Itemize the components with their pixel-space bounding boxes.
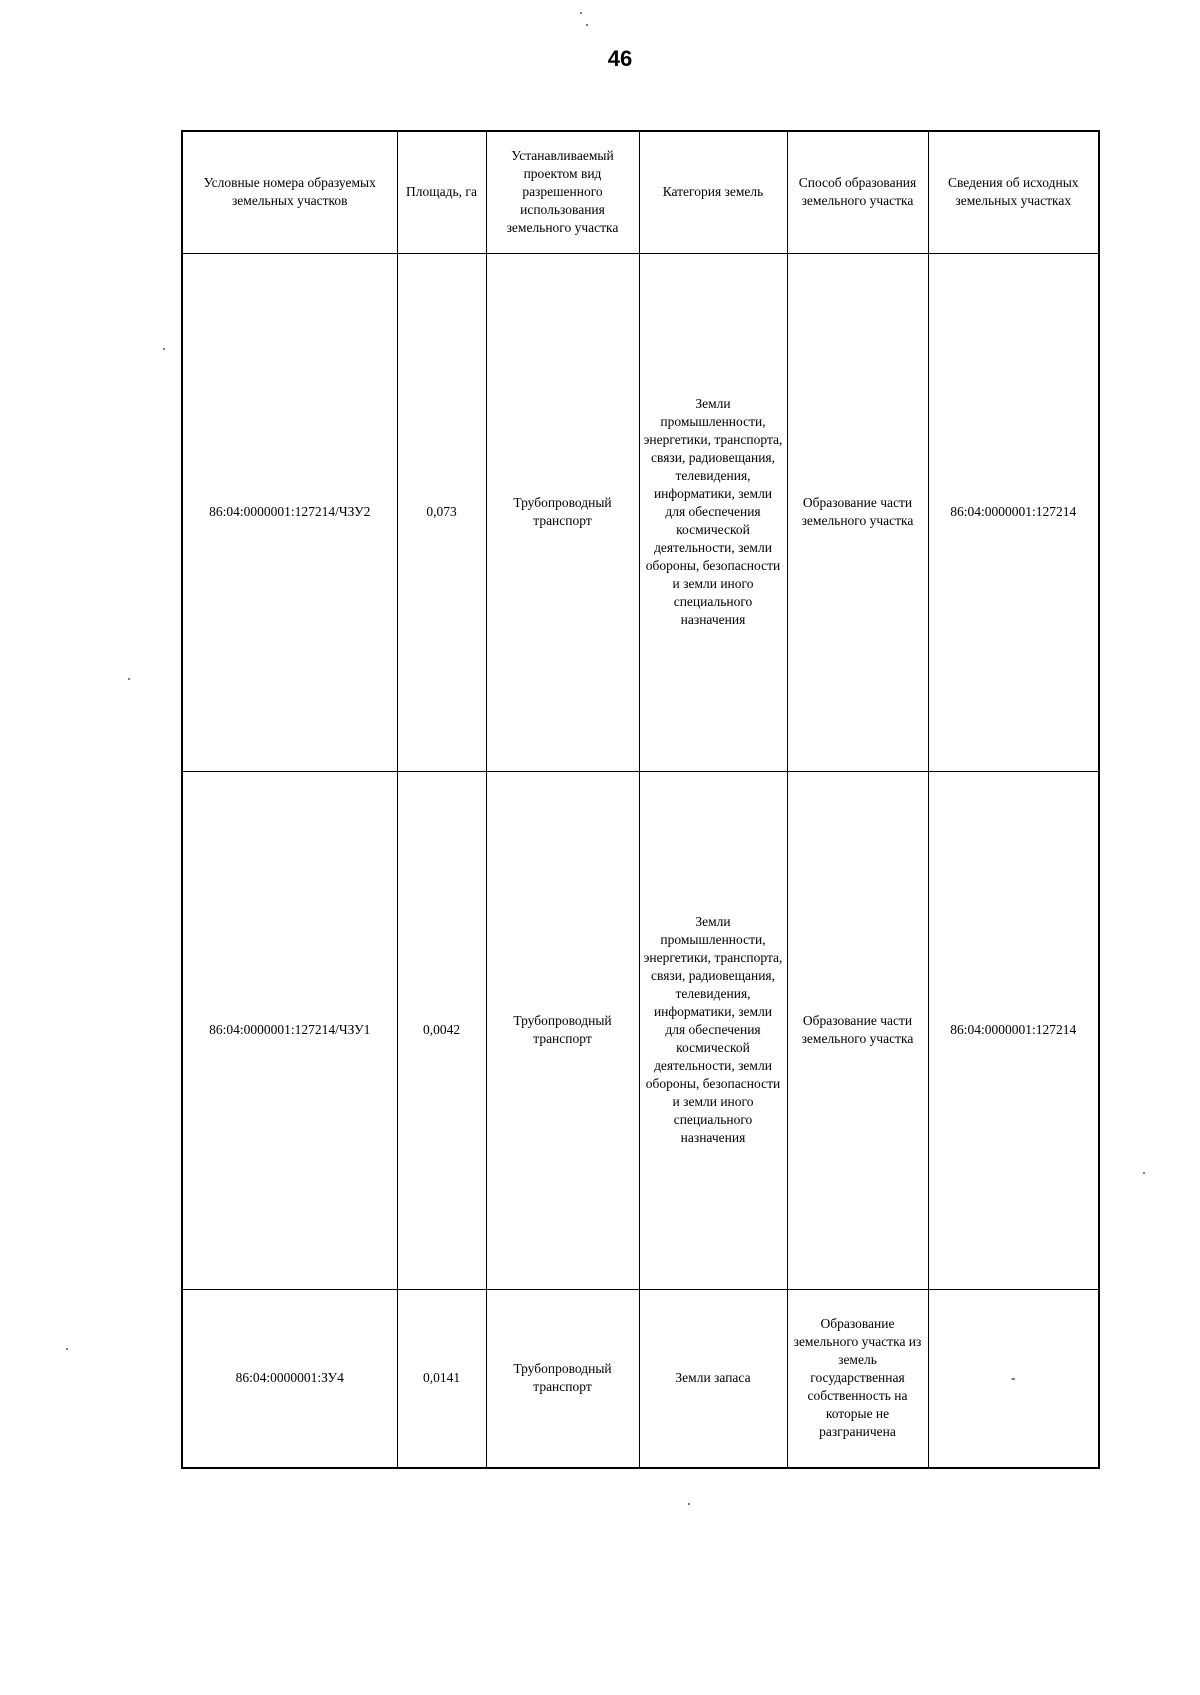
page-number: 46 [607,46,633,71]
source-plot-cell: 86:04:0000001:127214 [928,253,1099,771]
scan-speck [688,1503,690,1505]
formation-method-cell: Образование земельного участка из земель государственная собственность на которые не разграничена [787,1289,928,1468]
scan-speck [66,1348,68,1350]
land-category-cell: Земли запаса [639,1289,787,1468]
table-row [182,253,1099,771]
scan-speck [128,678,130,680]
source-plot-cell: - [928,1289,1099,1468]
land-category-cell: Земли промышленности, энергетики, транспорта, связи, радиовещания, телевидения, информатики, земли для обеспечения космической деятельности, земли обороны, безопасности и земли иного специального назначения [639,253,787,771]
plot-number-cell: 86:04:0000001:127214/ЧЗУ1 [182,771,397,1289]
scan-speck [586,24,588,26]
header-source-plots: Сведения об исходных земельных участках [928,131,1099,253]
plot-number-cell: 86:04:0000001:ЗУ4 [182,1289,397,1468]
permitted-use-cell: Трубопроводный транспорт [486,253,639,771]
header-formation-method: Способ образования земельного участка [787,131,928,253]
header-plot-number: Условные номера образуемых земельных участков [182,131,397,253]
permitted-use-cell: Трубопроводный транспорт [486,1289,639,1468]
area-cell: 0,073 [397,253,486,771]
permitted-use-cell: Трубопроводный транспорт [486,771,639,1289]
area-cell: 0,0042 [397,771,486,1289]
table-row [182,771,1099,1289]
scan-speck [163,348,165,350]
table-header-row [182,131,1099,253]
scan-speck [580,12,582,14]
scan-speck [1143,1172,1145,1174]
table-row [182,1289,1099,1468]
land-plots-table [181,130,1100,1469]
land-category-cell: Земли промышленности, энергетики, транспорта, связи, радиовещания, телевидения, информатики, земли для обеспечения космической деятельности, земли обороны, безопасности и земли иного специального назначения [639,771,787,1289]
plot-number-cell: 86:04:0000001:127214/ЧЗУ2 [182,253,397,771]
header-area: Площадь, га [397,131,486,253]
source-plot-cell: 86:04:0000001:127214 [928,771,1099,1289]
formation-method-cell: Образование части земельного участка [787,771,928,1289]
header-land-category: Категория земель [639,131,787,253]
formation-method-cell: Образование части земельного участка [787,253,928,771]
header-permitted-use: Устанавливаемый проектом вид разрешенного использования земельного участка [486,131,639,253]
area-cell: 0,0141 [397,1289,486,1468]
